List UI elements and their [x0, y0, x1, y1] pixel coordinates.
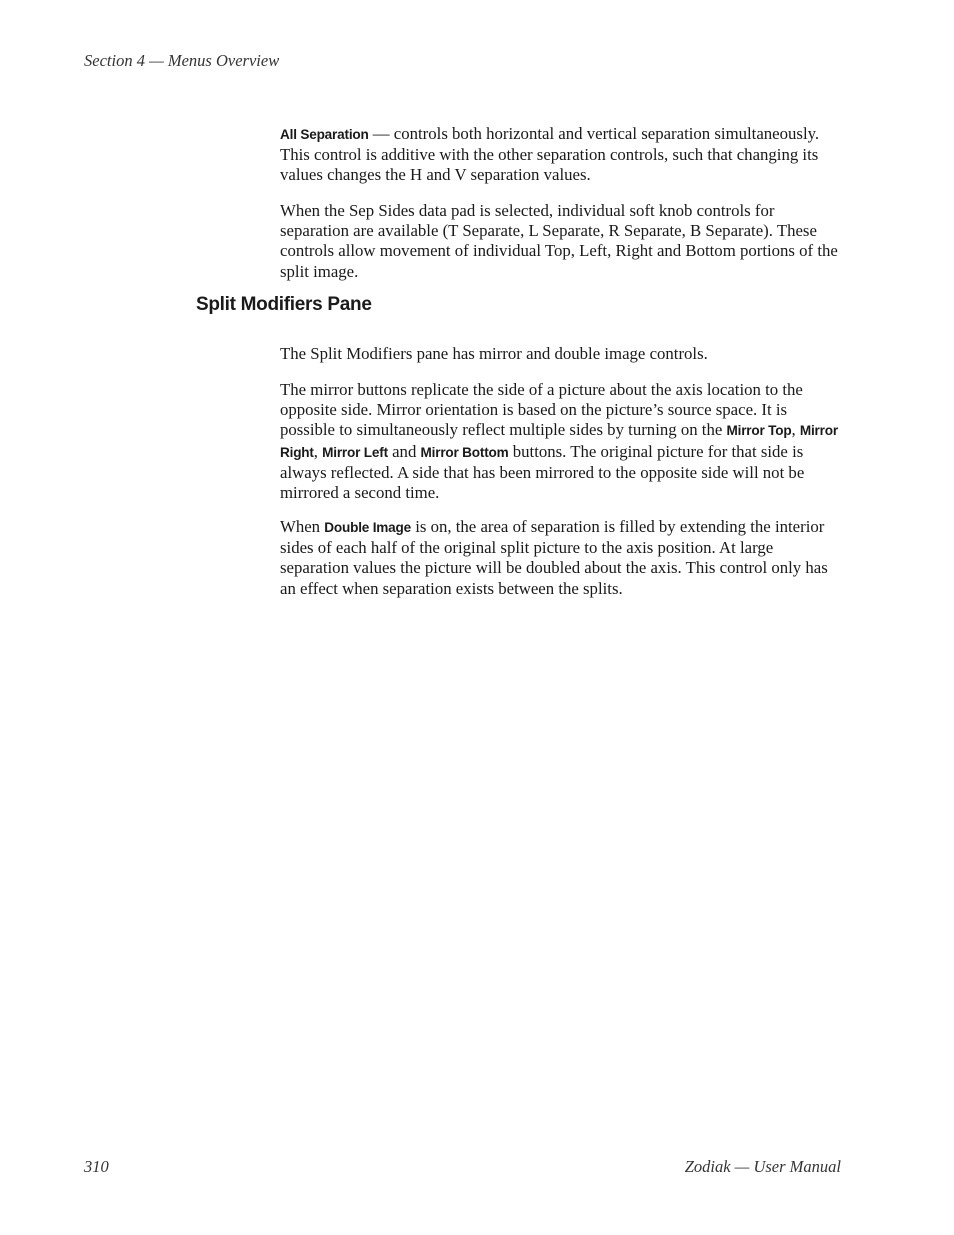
mirror-paragraph [280, 380, 845, 504]
double-image-text-b: is on, the area of separation is filled by extending the interior sides of each half of the original split picture to the axis position. At large separation values the picture will be doubled about the axis. This control only has an effect when separation exists between the splits. [280, 516, 828, 598]
all-separation-term: All Separation [280, 126, 369, 142]
manual-title: Zodiak — User Manual [684, 1157, 841, 1176]
split-modifiers-intro-paragraph: The Split Modifiers pane has mirror and double image controls. [280, 343, 708, 363]
all-separation-paragraph [280, 124, 845, 186]
double-image-term: Double Image [324, 519, 411, 535]
sep-sides-paragraph: When the Sep Sides data pad is selected, individual soft knob controls for separation are available (T Separate, L Separate, R Separate, B Separate). These controls allow movement of individual Top, Left, Right and Bottom portions of the split image. [280, 200, 838, 281]
mirror-text-a: The mirror buttons replicate the side of a picture about the axis location to the opposite side. Mirror orientation is based on the picture’s source space. It is possible to simultaneously reflect multiple sides by turning on the [280, 379, 803, 440]
mirror-sep-3: and [387, 441, 421, 461]
page-number: 310 [84, 1157, 109, 1176]
all-separation-text: — controls both horizontal and vertical separation simultaneously. This control is additive with the other separation controls, such that changing its values changes the H and V separation values. [280, 123, 820, 185]
mirror-sep-2: , [313, 441, 323, 461]
double-image-text-a: When [280, 516, 325, 536]
double-image-paragraph [280, 517, 845, 599]
section-heading: Split Modifiers Pane [196, 294, 372, 315]
mirror-sep-1: , [791, 420, 800, 440]
mirror-bottom-term: Mirror Bottom [420, 444, 509, 460]
mirror-left-term: Mirror Left [322, 444, 388, 460]
mirror-text-b: buttons. The original picture for that side is always reflected. A side that has been mirrored to the opposite side will not be mirrored a second time. [280, 441, 805, 503]
mirror-top-term: Mirror Top [726, 423, 792, 439]
running-head: Section 4 — Menus Overview [84, 51, 280, 70]
mirror-right-term: Mirror Right [280, 423, 838, 460]
